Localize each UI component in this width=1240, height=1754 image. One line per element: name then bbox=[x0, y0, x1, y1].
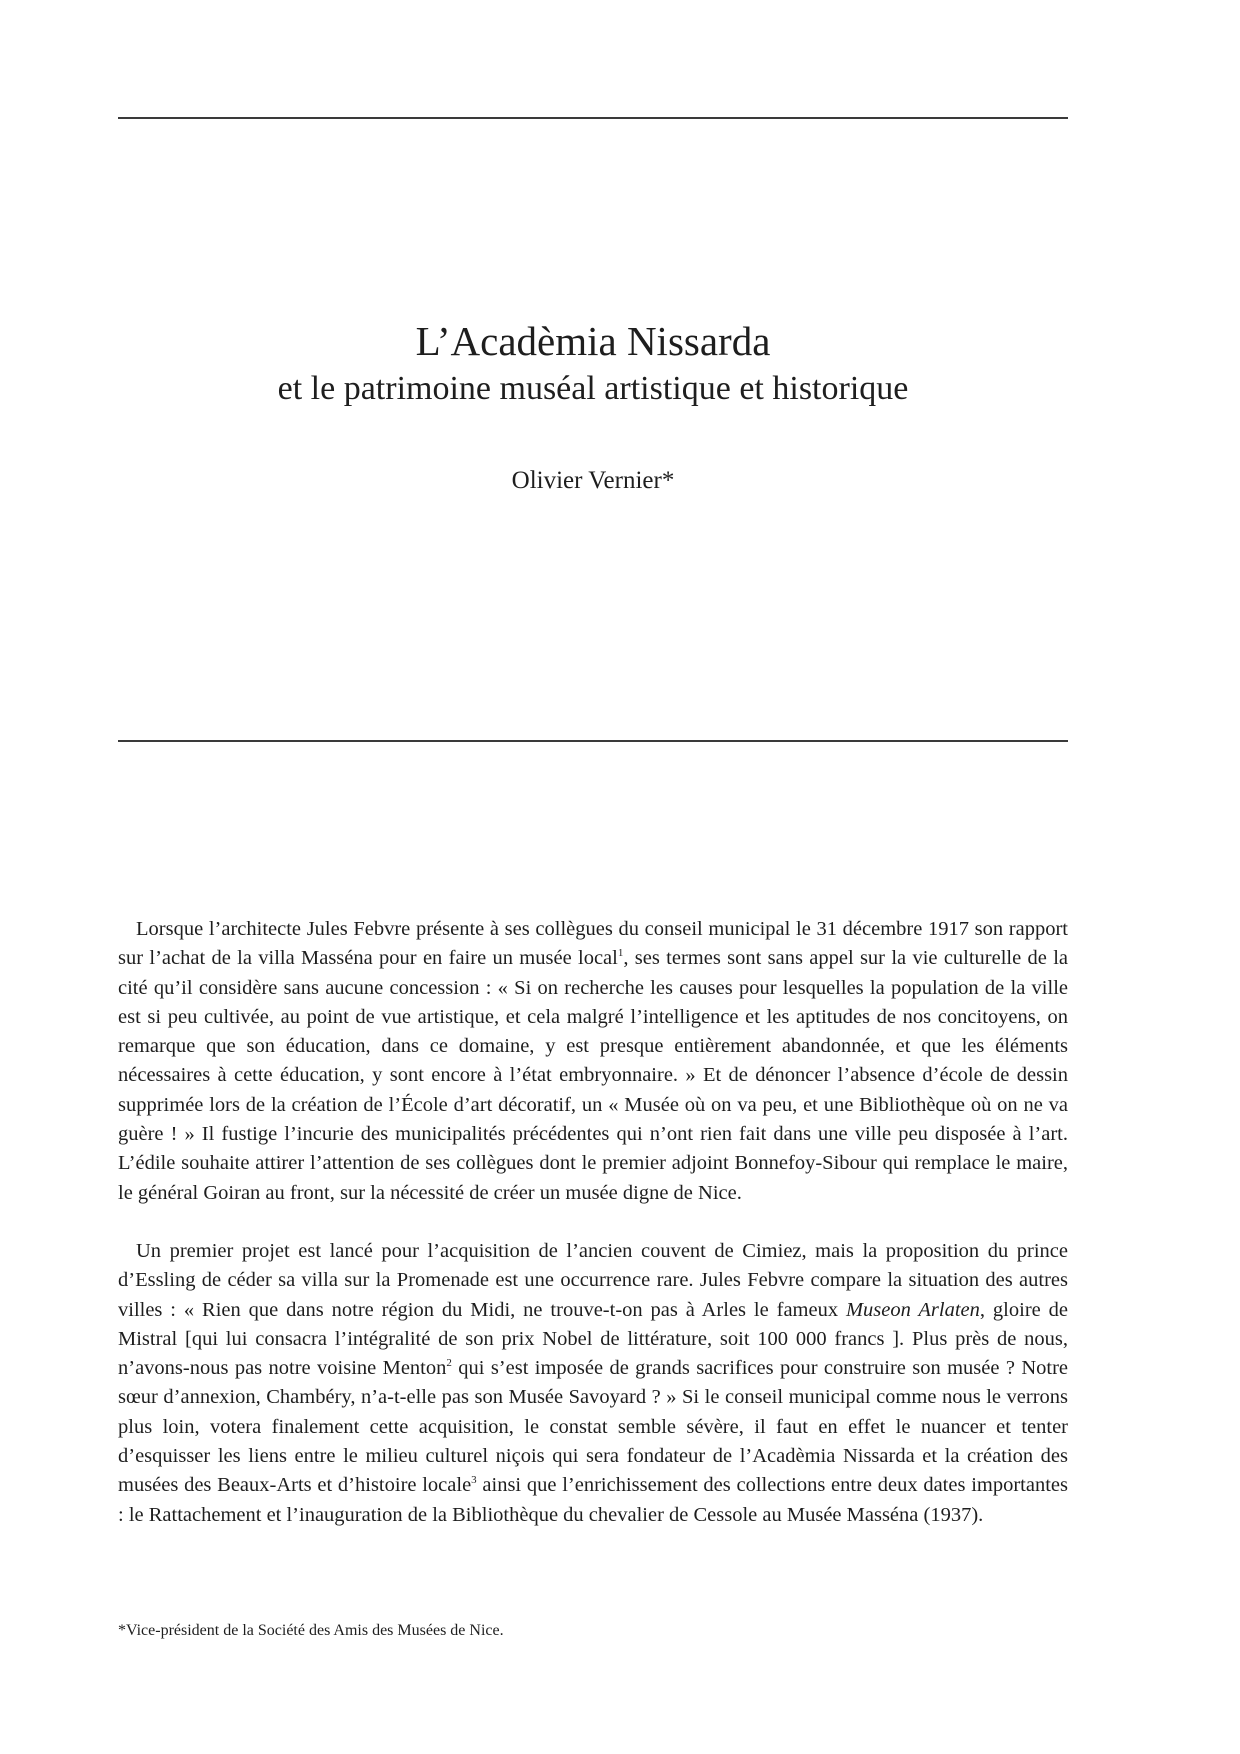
paragraph-1 bbox=[118, 915, 1068, 1208]
paragraph-2 bbox=[118, 1237, 1068, 1530]
footnote-ref-1: 1 bbox=[617, 947, 624, 960]
title-block bbox=[118, 316, 1068, 412]
bottom-rule bbox=[118, 740, 1068, 742]
author-footnote: *Vice-président de la Société des Amis des Musées de Nice. bbox=[118, 1622, 504, 1639]
article-body bbox=[118, 915, 1068, 1530]
paragraph-2-text-b: , gloire de Mistral [qui lui consacra l’intégralité de son prix Nobel de littérature, soit 100 000 francs ]. Plus près de nous, n’avons-nous pas notre voisine Menton bbox=[118, 1298, 1068, 1380]
article-title: L’Acadèmia Nissarda bbox=[415, 318, 771, 364]
paragraph-2-italic: Museon Arlaten bbox=[845, 1298, 980, 1321]
article-subtitle: et le patrimoine muséal artistique et historique bbox=[277, 370, 909, 407]
paragraph-2-text-c: qui s’est imposée de grands sacrifices pour construire son musée ? Notre sœur d’annexion, Chambéry, n’a-t-elle pas son Musée Savoyard ? » Si le conseil municipal comme nous le verrons plus loin, votera finalement cette acquisition, le constat semble sévère, il faut en effet le nuancer et tenter d’esquisser les liens entre le milieu culturel niçois qui sera fondateur de l’Acadèmia Nissarda et la création des musées des Beaux-Arts et d’histoire locale bbox=[118, 1357, 1068, 1497]
paragraph-1-text-a: Lorsque l’architecte Jules Febvre présente à ses collègues du conseil municipal le 31 décembre 1917 son rapport sur l’achat de la villa Masséna pour en faire un musée local bbox=[118, 918, 1068, 970]
paragraph-2-text-d: ainsi que l’enrichissement des collections entre deux dates importantes : le Rattachement et l’inauguration de la Bibliothèque du chevalier de Cessole au Musée Masséna (1937). bbox=[118, 1474, 1068, 1526]
paragraph-2-text-a: Un premier projet est lancé pour l’acquisition de l’ancien couvent de Cimiez, mais la proposition du prince d’Essling de céder sa villa sur la Promenade est une occurrence rare. Jules Febvre compare la situation des autres villes : « Rien que dans notre région du Midi, ne trouve-t-on pas à Arles le fameux bbox=[118, 1239, 1068, 1321]
footnote-ref-3: 3 bbox=[471, 1474, 477, 1487]
author-name: Olivier Vernier* bbox=[511, 467, 675, 494]
footnote-ref-2: 2 bbox=[446, 1357, 452, 1370]
top-rule bbox=[118, 117, 1068, 119]
paragraph-1-text-b: , ses termes sont sans appel sur la vie culturelle de la cité qu’il considère sans aucune concession : « Si on recherche les causes pour lesquelles la population de la ville est si peu cultivée, au point de vue artistique, et cela malgré l’intelligence et les aptitudes de nos concitoyens, on remarque que son éducation, dans ce domaine, y est presque entièrement abandonnée, et que les éléments nécessaires à cette éducation, y sont encore à l’état embryonnaire. » Et de dénoncer l’absence d’école de dessin supprimée lors de la création de l’École d’art décoratif, un « Musée où on va peu, et une Bibliothèque où on ne va guère ! » Il fustige l’incurie des municipalités précédentes qui n’ont rien fait dans une ville peu disposée à l’art. L’édile souhaite attirer l’attention de ses collègues dont le premier adjoint Bonnefoy-Sibour qui remplace le maire, le général Goiran au front, sur la nécessité de créer un musée digne de Nice. bbox=[118, 947, 1069, 1204]
